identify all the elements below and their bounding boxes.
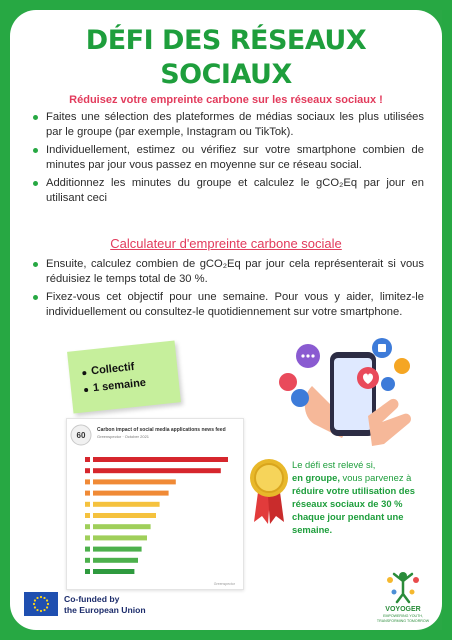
challenge-part: Le défi est relevé si, [292,459,376,470]
carbon-impact-chart [66,418,244,590]
chart-app-icon [85,491,90,496]
list-item: Individuellement, estimez ou vérifiez sur votre smartphone combien de minutes par jour vous passez en moyenne sur ce réseau social. [46,144,424,171]
chart-app-icon [85,569,90,574]
challenge-part: vous parvenez à [339,472,412,483]
chart-bar [93,569,134,574]
eu-text [64,594,146,616]
star-bubble-icon [394,358,410,374]
instruction-list-bottom [46,257,424,323]
notification-badge-icon [381,377,395,391]
subtitle: Réduisez votre empreinte carbone sur les réseaux sociaux ! [69,94,383,106]
like-heart-icon [279,373,297,391]
voyoger-logo [372,566,434,628]
chart-bar [93,535,147,540]
chart-app-icon [85,547,90,552]
title-line-2: SOCIAUX [160,59,292,90]
chart-bar [93,558,138,563]
chart-bar [93,513,156,518]
sticky-item: 1 semaine [92,375,147,397]
challenge-text [292,458,424,536]
eu-text-line: Co-funded by [64,594,120,604]
eu-star [43,597,45,599]
challenge-part-bold: réduire votre utilisation des réseaux sociaux de 30 % chaque jour pendant une semaine. [292,485,415,535]
eu-star [40,596,42,598]
chart-bar [93,468,221,473]
eu-star [36,609,38,611]
chart-app-icon [85,479,90,484]
calculator-link[interactable]: Calculateur d'empreinte carbone sociale [110,236,342,251]
chart-app-icon [85,468,90,473]
voyoger-figure-icon [372,566,434,606]
poster-card [10,10,442,630]
chart-badge-label: 60 [76,431,86,440]
chart-bar [93,547,142,552]
eu-star [43,609,45,611]
instruction-list-top [46,110,424,209]
chart-app-icon [85,535,90,540]
chart-source: Greenspector [213,582,235,586]
chart-bar [93,491,169,496]
challenge-part-bold: en groupe, [292,472,340,483]
voyoger-name: VOYOGER [385,606,421,613]
list-item: Additionnez les minutes du groupe et calculez le gCO₂Eq par jour en utilisant ceci [46,177,424,204]
chart-bars [85,457,228,574]
sticky-item: Collectif [90,358,145,380]
chart-bar [93,502,160,507]
chart-bar [93,479,176,484]
list-item: Fixez-vous cet objectif pour une semaine. Pour vous y aider, limitez-le individuellement ou consultez-le quotidiennement sur votre smartphone. [46,291,424,318]
title-line-1: DÉFI DES RÉSEAUX [85,25,367,56]
chart-app-icon [85,502,90,507]
eu-flag-icon [24,592,58,616]
chart-app-icon [85,457,90,462]
medal-icon [246,456,292,526]
voyoger-tagline: EMPOWERING YOUTH, TRANSFORMING TOMORROW [376,614,430,623]
chart-title: Carbon impact of social media applications news feed [97,427,226,433]
chart-bar [93,457,228,462]
list-item: Ensuite, calculez combien de gCO₂Eq par jour cela représenterait si vous réduisiez le temps total de 30 %. [46,258,424,285]
share-icon [291,389,309,407]
chart-app-icon [85,524,90,529]
eu-star [46,606,48,608]
chart-app-icon [85,558,90,563]
page-title [10,24,442,92]
eu-star [47,603,49,605]
eu-star [34,599,36,601]
sticky-note [67,341,181,414]
eu-cofunded-logo [24,592,244,622]
chart-app-icon [85,513,90,518]
chart-bar [93,524,151,529]
eu-text-line: the European Union [64,605,146,615]
chart-svg [67,419,245,591]
eu-star [40,610,42,612]
chart-subtitle: Greenspector · October 2021 [97,434,150,439]
eu-star [46,599,48,601]
smartphone-illustration [272,326,432,466]
eu-star [34,606,36,608]
eu-star [33,603,35,605]
eu-star [36,597,38,599]
list-item: Faites une sélection des plateformes de médias sociaux les plus utilisées par le groupe (par exemple, Instagram ou TikTok). [46,111,424,138]
